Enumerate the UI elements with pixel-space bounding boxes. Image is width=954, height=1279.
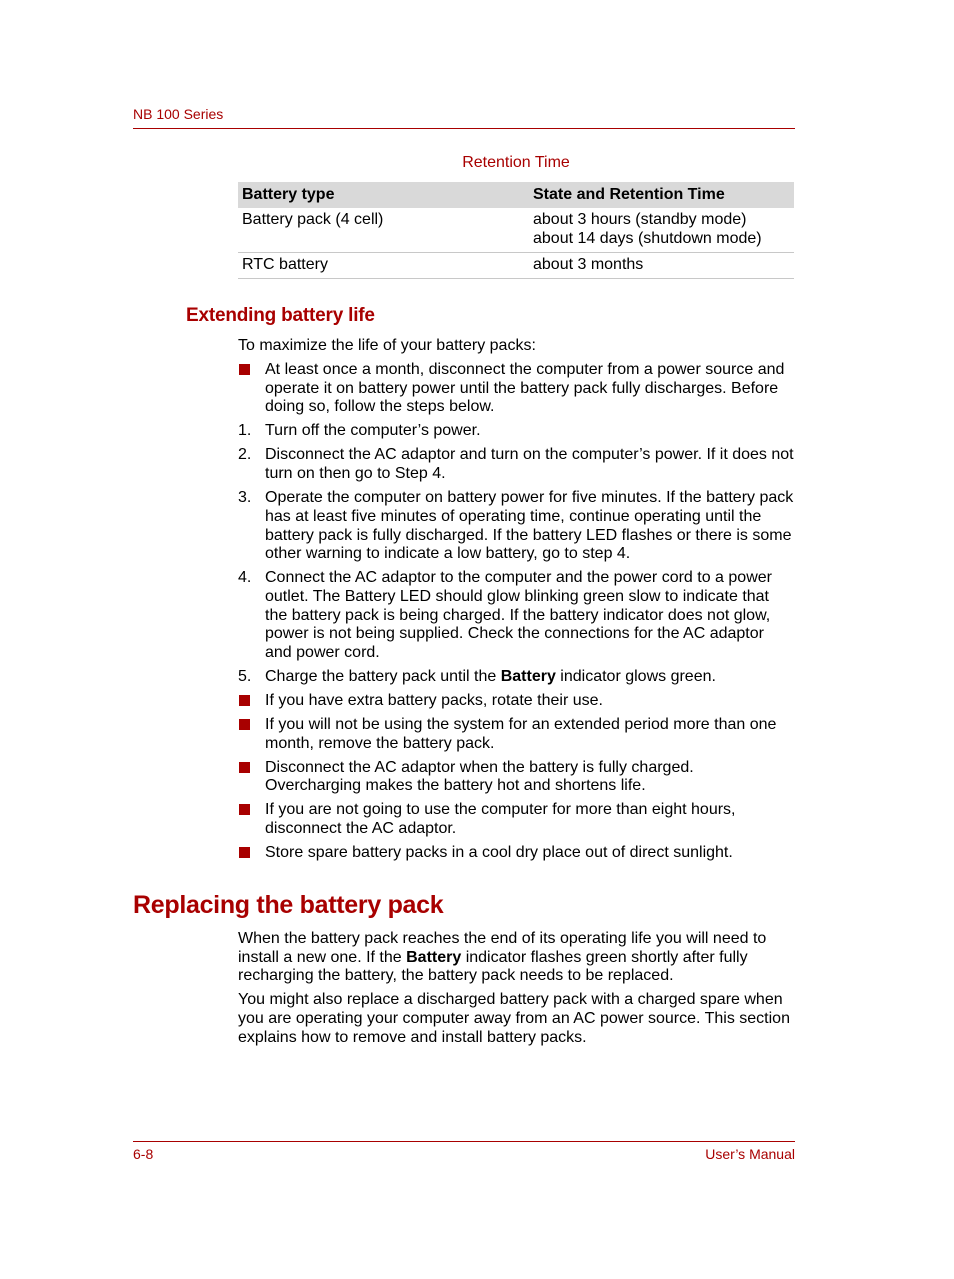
step-text: Operate the computer on battery power for five minutes. If the battery pack has at least five minutes of operating time, continue operating until the battery pack is fully discharged. If the battery LED flashes or there is some other warning to indicate a low battery, go to step 4. — [265, 489, 794, 563]
table-caption: Retention Time — [462, 154, 570, 171]
replacing-section-body — [238, 930, 794, 1053]
table-header-row — [238, 182, 794, 208]
step-number: 2. — [238, 446, 252, 464]
bullet-square-icon — [239, 762, 250, 773]
list-item-text: Disconnect the AC adaptor when the battery is fully charged. Overcharging makes the battery hot and shortens life. — [265, 758, 694, 795]
intro-paragraph: To maximize the life of your battery packs: — [238, 337, 536, 354]
list-item-text: If you are not going to use the computer for more than eight hours, disconnect the AC adaptor. — [265, 801, 736, 838]
running-header: NB 100 Series — [133, 106, 224, 122]
table-header-cell: Battery type — [238, 182, 529, 208]
step-text-before: Charge the battery pack until the — [265, 668, 501, 686]
numbered-step — [238, 446, 794, 483]
table-cell — [529, 208, 794, 253]
numbered-step — [238, 569, 794, 663]
numbered-step — [238, 489, 794, 564]
list-item — [238, 692, 794, 711]
step-number: 1. — [238, 422, 252, 440]
list-item — [238, 361, 794, 417]
list-item — [238, 801, 794, 838]
battery-indicator-label: Battery — [500, 668, 556, 686]
table-cell-line: about 14 days (shutdown mode) — [533, 230, 762, 247]
table-row — [238, 208, 794, 253]
list-item-text: If you have extra battery packs, rotate their use. — [265, 692, 603, 710]
section-heading-extending-battery-life: Extending battery life — [186, 305, 375, 326]
step-number: 4. — [238, 569, 252, 587]
bullet-square-icon — [239, 364, 250, 375]
numbered-step — [238, 668, 794, 687]
battery-life-list — [238, 361, 794, 868]
paragraph: You might also replace a discharged battery pack with a charged spare when you are operating your computer away from an AC power source. This section explains how to remove and install battery packs. — [238, 991, 790, 1046]
footer-rule — [133, 1141, 795, 1142]
table-cell-line: about 3 hours (standby mode) — [533, 211, 747, 228]
step-number: 3. — [238, 489, 252, 507]
step-text: Turn off the computer’s power. — [265, 422, 481, 440]
paragraph-text-after: indicator flashes green shortly after fully recharging the battery, the battery pack needs to be replaced. — [238, 948, 748, 985]
step-text: Connect the AC adaptor to the computer and the power cord to a power outlet. The Battery LED should glow blinking green slow to indicate that the battery pack is being charged. If the battery indicator does not glow, power is not being supplied. Check the connections for the AC adaptor and power cord. — [265, 569, 772, 662]
bullet-square-icon — [239, 804, 250, 815]
manual-title: User’s Manual — [705, 1146, 795, 1162]
paragraph — [238, 930, 794, 986]
paragraph-text-before: When the battery pack reaches the end of its operating life you will need to install a new one. If the — [238, 930, 767, 966]
table-cell: Battery pack (4 cell) — [238, 208, 529, 253]
list-item — [238, 716, 794, 753]
section-heading-replacing-battery-pack: Replacing the battery pack — [133, 891, 444, 919]
list-item-text: At least once a month, disconnect the computer from a power source and operate it on battery power until the battery pack fully discharges. Before doing so, follow the steps below. — [265, 361, 785, 416]
list-item — [238, 759, 794, 796]
table-cell-line: about 3 months — [533, 256, 644, 273]
step-number: 5. — [238, 668, 252, 686]
table-cell — [529, 253, 794, 279]
bullet-square-icon — [239, 719, 250, 730]
header-rule — [133, 128, 795, 129]
list-item — [238, 844, 794, 863]
table-cell: RTC battery — [238, 253, 529, 279]
bullet-square-icon — [239, 847, 250, 858]
table-header-cell: State and Retention Time — [529, 182, 794, 208]
numbered-step — [238, 422, 794, 441]
table-row — [238, 253, 794, 279]
battery-indicator-label: Battery — [406, 948, 462, 966]
list-item-text: Store spare battery packs in a cool dry place out of direct sunlight. — [265, 844, 733, 862]
list-item-text: If you will not be using the system for an extended period more than one month, remove the battery pack. — [265, 716, 777, 752]
step-text: Disconnect the AC adaptor and turn on the computer’s power. If it does not turn on then go to Step 4. — [265, 446, 794, 483]
retention-time-table — [238, 182, 794, 279]
page-number: 6-8 — [133, 1146, 154, 1162]
bullet-square-icon — [239, 695, 250, 706]
step-text-after: indicator glows green. — [555, 668, 716, 686]
